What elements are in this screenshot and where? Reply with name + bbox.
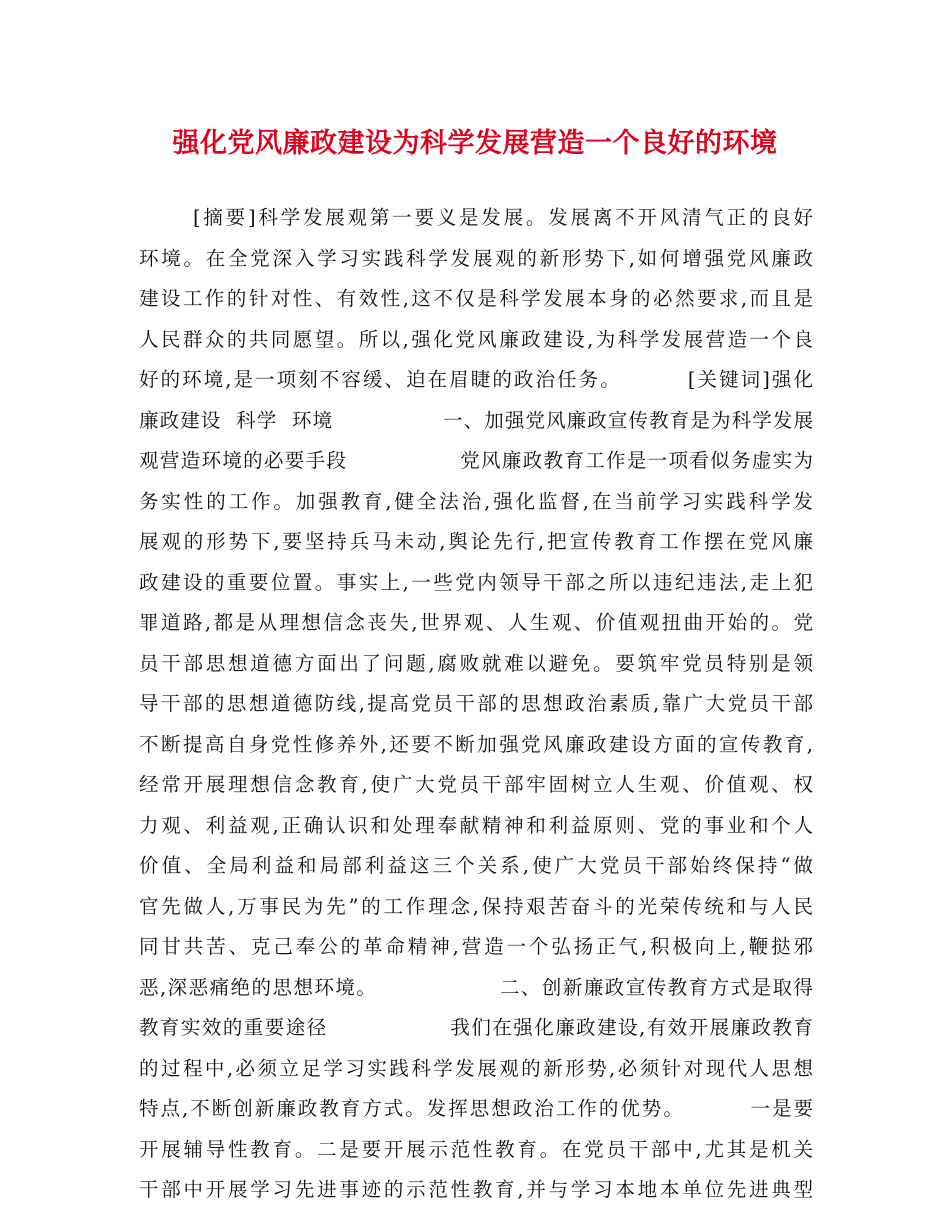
document-body xyxy=(139,198,813,1211)
body-line: 观营造环境的必要手段 党风廉政教育工作是一项看似务虚实为 xyxy=(139,449,813,472)
body-line: 价值、全局利益和局部利益这三个关系,使广大党员干部始终保持“做 xyxy=(139,854,813,877)
body-line: 不断提高自身党性修养外,还要不断加强党风廉政建设方面的宣传教育, xyxy=(139,732,813,756)
body-line: [摘要]科学发展观第一要义是发展。发展离不开风清气正的良好 xyxy=(139,206,813,229)
body-line: 的过程中,必须立足学习实践科学发展观的新形势,必须针对现代人思想 xyxy=(139,1056,813,1080)
body-line: 人民群众的共同愿望。所以,强化党风廉政建设,为科学发展营造一个良 xyxy=(139,327,813,351)
body-line: 展观的形势下,要坚持兵马未动,舆论先行,把宣传教育工作摆在党风廉 xyxy=(139,530,813,553)
body-line: 干部中开展学习先进事迹的示范性教育,并与学习本地本单位先进典型 xyxy=(139,1178,813,1201)
body-line: 罪道路,都是从理想信念丧失,世界观、人生观、价值观扭曲开始的。党 xyxy=(139,611,813,634)
body-line: 教育实效的重要途径 我们在强化廉政建设,有效开展廉政教育 xyxy=(139,1016,813,1039)
body-line: 恶,深恶痛绝的思想环境。 二、创新廉政宣传教育方式是取得 xyxy=(139,975,813,999)
body-line: 建设工作的针对性、有效性,这不仅是科学发展本身的必然要求,而且是 xyxy=(139,287,813,310)
body-line: 环境。在全党深入学习实践科学发展观的新形势下,如何增强党风廉政 xyxy=(139,246,813,270)
document-title: 强化党风廉政建设为科学发展营造一个良好的环境 xyxy=(172,128,778,159)
body-line: 特点,不断创新廉政教育方式。发挥思想政治工作的优势。 一是要 xyxy=(139,1097,813,1120)
body-line: 员干部思想道德方面出了问题,腐败就难以避免。要筑牢党员特别是领 xyxy=(139,651,813,675)
body-line: 廉政建设 科学 环境 一、加强党风廉政宣传教育是为科学发展 xyxy=(139,408,813,432)
body-line: 开展辅导性教育。二是要开展示范性教育。在党员干部中,尤其是机关 xyxy=(139,1137,813,1161)
body-line: 务实性的工作。加强教育,健全法治,强化监督,在当前学习实践科学发 xyxy=(139,489,813,513)
body-line: 好的环境,是一项刻不容缓、迫在眉睫的政治任务。 [关键词]强化 xyxy=(139,368,813,391)
body-line: 官先做人,万事民为先”的工作理念,保持艰苦奋斗的光荣传统和与人民 xyxy=(139,894,813,918)
body-line: 政建设的重要位置。事实上,一些党内领导干部之所以违纪违法,走上犯 xyxy=(139,570,813,594)
body-line: 力观、利益观,正确认识和处理奉献精神和利益原则、党的事业和个人 xyxy=(139,813,813,837)
body-line: 导干部的思想道德防线,提高党员干部的思想政治素质,靠广大党员干部 xyxy=(139,692,813,715)
body-line: 经常开展理想信念教育,使广大党员干部牢固树立人生观、价值观、权 xyxy=(139,773,813,796)
body-line: 同甘共苦、克己奉公的革命精神,营造一个弘扬正气,积极向上,鞭挞邪 xyxy=(139,935,813,958)
